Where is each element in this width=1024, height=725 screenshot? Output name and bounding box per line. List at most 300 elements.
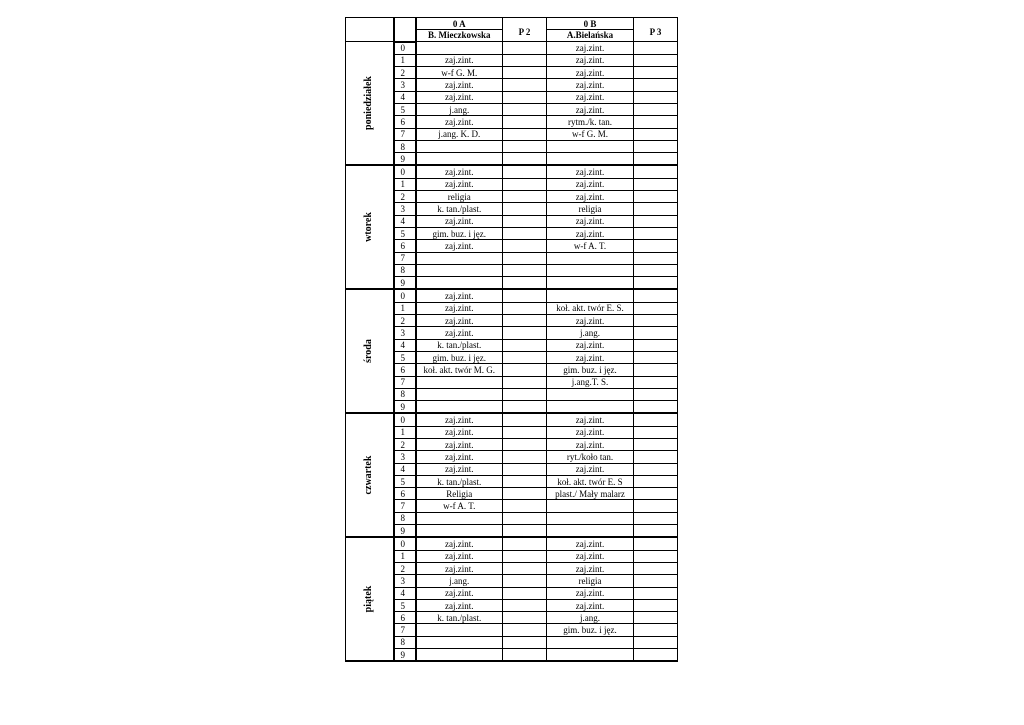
class-0a-cell: j.ang. xyxy=(416,103,503,115)
table-row xyxy=(346,413,678,426)
lesson-number: 4 xyxy=(394,587,416,599)
class-0b-cell: zaj.zint. xyxy=(547,227,634,239)
table-row xyxy=(346,649,678,662)
p3-cell xyxy=(634,500,678,512)
day-label: piątek xyxy=(363,586,375,613)
lesson-number: 4 xyxy=(394,463,416,475)
table-row xyxy=(346,439,678,451)
class-0a-cell: koł. akt. twór M. G. xyxy=(416,364,503,376)
schedule-sheet xyxy=(345,17,678,662)
p3-cell xyxy=(634,165,678,178)
table-row xyxy=(346,215,678,227)
table-row xyxy=(346,240,678,252)
p3-cell xyxy=(634,240,678,252)
lesson-number: 8 xyxy=(394,388,416,400)
p2-cell xyxy=(503,215,547,227)
table-row xyxy=(346,587,678,599)
class-0a-cell: zaj.zint. xyxy=(416,562,503,574)
table-row xyxy=(346,153,678,166)
table-row xyxy=(346,562,678,574)
lesson-number: 6 xyxy=(394,612,416,624)
class-0a-cell: w-f A. T. xyxy=(416,500,503,512)
class-0b-cell: zaj.zint. xyxy=(547,439,634,451)
p2-cell xyxy=(503,153,547,166)
p2-header: P 2 xyxy=(503,18,547,42)
p3-header: P 3 xyxy=(634,18,678,42)
p3-cell xyxy=(634,277,678,290)
p2-cell xyxy=(503,426,547,438)
p3-cell xyxy=(634,351,678,363)
lesson-number: 1 xyxy=(394,178,416,190)
table-row xyxy=(346,79,678,91)
p3-cell xyxy=(634,191,678,203)
corner-cell xyxy=(346,18,394,42)
lesson-number: 5 xyxy=(394,475,416,487)
p2-cell xyxy=(503,91,547,103)
p2-cell xyxy=(503,612,547,624)
class-0a-cell: zaj.zint. xyxy=(416,327,503,339)
p2-cell xyxy=(503,636,547,648)
p3-cell xyxy=(634,339,678,351)
lesson-number: 9 xyxy=(394,277,416,290)
class-0a-cell: zaj.zint. xyxy=(416,537,503,550)
p2-cell xyxy=(503,439,547,451)
p3-cell xyxy=(634,54,678,66)
lesson-number: 9 xyxy=(394,525,416,538)
p2-cell xyxy=(503,203,547,215)
table-row xyxy=(346,252,678,264)
lesson-number: 9 xyxy=(394,153,416,166)
p2-cell xyxy=(503,67,547,79)
table-row xyxy=(346,103,678,115)
table-row xyxy=(346,277,678,290)
class-0b-cell: j.ang. xyxy=(547,612,634,624)
class-0b-cell: j.ang.T. S. xyxy=(547,376,634,388)
p3-cell xyxy=(634,488,678,500)
lesson-number: 0 xyxy=(394,289,416,302)
lesson-number: 4 xyxy=(394,215,416,227)
lesson-number: 9 xyxy=(394,401,416,414)
table-row xyxy=(346,599,678,611)
p3-cell xyxy=(634,67,678,79)
lesson-number: 9 xyxy=(394,649,416,662)
class-0b-cell: j.ang. xyxy=(547,327,634,339)
p2-cell xyxy=(503,401,547,414)
p3-cell xyxy=(634,575,678,587)
class-0b-cell: zaj.zint. xyxy=(547,79,634,91)
p3-cell xyxy=(634,42,678,55)
lesson-number: 5 xyxy=(394,599,416,611)
lesson-number: 6 xyxy=(394,488,416,500)
lesson-number: 0 xyxy=(394,165,416,178)
class-0a-cell xyxy=(416,512,503,524)
class-0a-cell: zaj.zint. xyxy=(416,587,503,599)
p3-cell xyxy=(634,649,678,662)
class-0a-cell: zaj.zint. xyxy=(416,79,503,91)
class-0a-cell: zaj.zint. xyxy=(416,413,503,426)
p3-cell xyxy=(634,264,678,276)
day-label: poniedziałek xyxy=(363,76,375,131)
table-row xyxy=(346,315,678,327)
table-row xyxy=(346,67,678,79)
class-0b-cell xyxy=(547,649,634,662)
table-row xyxy=(346,140,678,152)
class-0b-cell: zaj.zint. xyxy=(547,426,634,438)
class-0b-cell: zaj.zint. xyxy=(547,54,634,66)
day-label-cell xyxy=(346,165,394,289)
lesson-number: 3 xyxy=(394,327,416,339)
class-0a-cell: zaj.zint. xyxy=(416,550,503,562)
class-0b-cell: zaj.zint. xyxy=(547,599,634,611)
class-0b-cell: rytm./k. tan. xyxy=(547,116,634,128)
schedule-table xyxy=(345,17,678,662)
class-0a-cell xyxy=(416,153,503,166)
lesson-number: 0 xyxy=(394,537,416,550)
table-row xyxy=(346,624,678,636)
class-0a-cell: zaj.zint. xyxy=(416,165,503,178)
class-0a-cell: zaj.zint. xyxy=(416,240,503,252)
p2-cell xyxy=(503,277,547,290)
table-row xyxy=(346,54,678,66)
table-row xyxy=(346,612,678,624)
table-row xyxy=(346,376,678,388)
class-0a-cell xyxy=(416,376,503,388)
class-0a-cell: w-f G. M. xyxy=(416,67,503,79)
class-0a-cell xyxy=(416,277,503,290)
lesson-number: 4 xyxy=(394,91,416,103)
table-row xyxy=(346,289,678,302)
p3-cell xyxy=(634,612,678,624)
p2-cell xyxy=(503,525,547,538)
table-row xyxy=(346,191,678,203)
lesson-number: 5 xyxy=(394,103,416,115)
class-0a-cell: zaj.zint. xyxy=(416,215,503,227)
p3-cell xyxy=(634,439,678,451)
class-0b-cell: religia xyxy=(547,575,634,587)
p3-cell xyxy=(634,413,678,426)
p3-cell xyxy=(634,91,678,103)
lesson-number: 3 xyxy=(394,203,416,215)
p2-cell xyxy=(503,289,547,302)
table-row xyxy=(346,351,678,363)
table-row xyxy=(346,575,678,587)
teacher-0a: B. Mieczkowska xyxy=(416,30,503,42)
class-0a-cell: zaj.zint. xyxy=(416,302,503,314)
table-row xyxy=(346,178,678,190)
class-0b-cell: zaj.zint. xyxy=(547,315,634,327)
class-0a-cell: j.ang. xyxy=(416,575,503,587)
class-0a-cell: zaj.zint. xyxy=(416,289,503,302)
table-row xyxy=(346,512,678,524)
p2-cell xyxy=(503,264,547,276)
lesson-number: 4 xyxy=(394,339,416,351)
p2-cell xyxy=(503,103,547,115)
p2-cell xyxy=(503,54,547,66)
p2-cell xyxy=(503,562,547,574)
class-0a-cell: zaj.zint. xyxy=(416,315,503,327)
p3-cell xyxy=(634,636,678,648)
class-0a-cell: religia xyxy=(416,191,503,203)
p2-cell xyxy=(503,376,547,388)
lesson-number: 3 xyxy=(394,575,416,587)
table-row xyxy=(346,388,678,400)
table-row xyxy=(346,488,678,500)
lesson-number: 7 xyxy=(394,128,416,140)
p2-cell xyxy=(503,165,547,178)
p3-cell xyxy=(634,128,678,140)
table-row xyxy=(346,636,678,648)
p2-cell xyxy=(503,227,547,239)
table-row xyxy=(346,339,678,351)
class-0b-cell: zaj.zint. xyxy=(547,178,634,190)
p2-cell xyxy=(503,327,547,339)
table-row xyxy=(346,42,678,55)
class-0a-cell xyxy=(416,252,503,264)
class-0a-cell: zaj.zint. xyxy=(416,54,503,66)
class-0b-cell: gim. buz. i jęz. xyxy=(547,624,634,636)
lesson-number-header xyxy=(394,18,416,42)
p3-cell xyxy=(634,512,678,524)
class-0b-cell: zaj.zint. xyxy=(547,463,634,475)
p3-cell xyxy=(634,302,678,314)
lesson-number: 2 xyxy=(394,439,416,451)
class-0b-cell xyxy=(547,140,634,152)
lesson-number: 8 xyxy=(394,512,416,524)
class-0a-cell xyxy=(416,525,503,538)
class-0b-cell xyxy=(547,252,634,264)
class-0a-cell: zaj.zint. xyxy=(416,463,503,475)
lesson-number: 1 xyxy=(394,426,416,438)
class-0a-cell: zaj.zint. xyxy=(416,426,503,438)
p2-cell xyxy=(503,351,547,363)
lesson-number: 1 xyxy=(394,302,416,314)
p2-cell xyxy=(503,463,547,475)
lesson-number: 7 xyxy=(394,624,416,636)
class-0a-cell: k. tan./plast. xyxy=(416,612,503,624)
p2-cell xyxy=(503,512,547,524)
p2-cell xyxy=(503,413,547,426)
class-0b-cell: zaj.zint. xyxy=(547,413,634,426)
table-row xyxy=(346,203,678,215)
table-row xyxy=(346,537,678,550)
class-0b-cell xyxy=(547,264,634,276)
p2-cell xyxy=(503,550,547,562)
lesson-number: 7 xyxy=(394,252,416,264)
p3-cell xyxy=(634,525,678,538)
p2-cell xyxy=(503,575,547,587)
table-row xyxy=(346,364,678,376)
class-0a-cell: gim. buz. i jęz. xyxy=(416,227,503,239)
p3-cell xyxy=(634,140,678,152)
p3-cell xyxy=(634,624,678,636)
class-0b-cell: zaj.zint. xyxy=(547,191,634,203)
p3-cell xyxy=(634,252,678,264)
table-row xyxy=(346,451,678,463)
class-0b-cell xyxy=(547,289,634,302)
table-row xyxy=(346,525,678,538)
lesson-number: 7 xyxy=(394,376,416,388)
class-0a-cell: k. tan./plast. xyxy=(416,203,503,215)
class-0b-cell: zaj.zint. xyxy=(547,215,634,227)
class-0a-cell: zaj.zint. xyxy=(416,116,503,128)
class-0b-cell xyxy=(547,636,634,648)
p2-cell xyxy=(503,624,547,636)
class-0b-cell xyxy=(547,525,634,538)
p3-cell xyxy=(634,203,678,215)
lesson-number: 2 xyxy=(394,562,416,574)
class-0b-cell: religia xyxy=(547,203,634,215)
p3-cell xyxy=(634,315,678,327)
class-0b-cell: koł. akt. twór E. S. xyxy=(547,302,634,314)
class-0b-cell: w-f G. M. xyxy=(547,128,634,140)
table-row xyxy=(346,401,678,414)
class-0a-cell: zaj.zint. xyxy=(416,599,503,611)
table-row xyxy=(346,550,678,562)
class-0a-cell xyxy=(416,401,503,414)
p3-cell xyxy=(634,537,678,550)
p2-cell xyxy=(503,475,547,487)
table-row xyxy=(346,302,678,314)
class-0b-header: 0 B xyxy=(547,18,634,30)
p3-cell xyxy=(634,178,678,190)
lesson-number: 8 xyxy=(394,140,416,152)
p2-cell xyxy=(503,388,547,400)
lesson-number: 6 xyxy=(394,240,416,252)
table-row xyxy=(346,116,678,128)
class-0a-cell xyxy=(416,140,503,152)
p2-cell xyxy=(503,364,547,376)
p3-cell xyxy=(634,587,678,599)
lesson-number: 8 xyxy=(394,636,416,648)
teacher-0b: A.Bielańska xyxy=(547,30,634,42)
p2-cell xyxy=(503,315,547,327)
p3-cell xyxy=(634,103,678,115)
class-0b-cell: koł. akt. twór E. S xyxy=(547,475,634,487)
p3-cell xyxy=(634,451,678,463)
class-0b-cell: zaj.zint. xyxy=(547,587,634,599)
p3-cell xyxy=(634,550,678,562)
table-row xyxy=(346,475,678,487)
day-label-cell xyxy=(346,42,394,166)
class-0b-cell xyxy=(547,500,634,512)
day-label-cell xyxy=(346,413,394,537)
lesson-number: 0 xyxy=(394,42,416,55)
class-0a-cell xyxy=(416,636,503,648)
table-row xyxy=(346,264,678,276)
class-0a-cell: k. tan./plast. xyxy=(416,475,503,487)
class-0a-cell: k. tan./plast. xyxy=(416,339,503,351)
p2-cell xyxy=(503,649,547,662)
day-label: czwartek xyxy=(363,455,375,495)
p3-cell xyxy=(634,79,678,91)
class-0a-cell: gim. buz. i jęz. xyxy=(416,351,503,363)
table-row xyxy=(346,463,678,475)
p3-cell xyxy=(634,475,678,487)
lesson-number: 2 xyxy=(394,191,416,203)
p2-cell xyxy=(503,79,547,91)
class-0b-cell: gim. buz. i jęz. xyxy=(547,364,634,376)
p2-cell xyxy=(503,252,547,264)
lesson-number: 2 xyxy=(394,315,416,327)
p2-cell xyxy=(503,599,547,611)
p3-cell xyxy=(634,289,678,302)
p2-cell xyxy=(503,128,547,140)
class-0a-cell xyxy=(416,264,503,276)
class-0a-cell: Religia xyxy=(416,488,503,500)
p3-cell xyxy=(634,426,678,438)
p2-cell xyxy=(503,537,547,550)
p3-cell xyxy=(634,376,678,388)
lesson-number: 3 xyxy=(394,79,416,91)
table-row xyxy=(346,128,678,140)
table-row xyxy=(346,500,678,512)
p2-cell xyxy=(503,191,547,203)
class-0b-cell: zaj.zint. xyxy=(547,562,634,574)
lesson-number: 6 xyxy=(394,364,416,376)
lesson-number: 6 xyxy=(394,116,416,128)
class-0b-cell: zaj.zint. xyxy=(547,91,634,103)
day-label: środa xyxy=(363,339,375,364)
class-0b-cell xyxy=(547,153,634,166)
lesson-number: 5 xyxy=(394,227,416,239)
class-0b-cell xyxy=(547,277,634,290)
day-label-cell xyxy=(346,537,394,661)
p2-cell xyxy=(503,488,547,500)
lesson-number: 5 xyxy=(394,351,416,363)
class-0b-cell: plast./ Mały malarz xyxy=(547,488,634,500)
day-label-cell xyxy=(346,289,394,413)
lesson-number: 1 xyxy=(394,54,416,66)
p3-cell xyxy=(634,116,678,128)
p2-cell xyxy=(503,42,547,55)
p2-cell xyxy=(503,339,547,351)
class-0a-cell: zaj.zint. xyxy=(416,451,503,463)
table-row xyxy=(346,426,678,438)
class-0b-cell xyxy=(547,512,634,524)
lesson-number: 1 xyxy=(394,550,416,562)
class-0b-cell xyxy=(547,401,634,414)
class-0a-cell: zaj.zint. xyxy=(416,439,503,451)
p3-cell xyxy=(634,388,678,400)
class-0a-cell: j.ang. K. D. xyxy=(416,128,503,140)
p3-cell xyxy=(634,562,678,574)
class-0a-cell xyxy=(416,624,503,636)
p2-cell xyxy=(503,240,547,252)
class-0a-cell xyxy=(416,649,503,662)
p2-cell xyxy=(503,451,547,463)
class-0b-cell: zaj.zint. xyxy=(547,550,634,562)
class-0a-header: 0 A xyxy=(416,18,503,30)
table-row xyxy=(346,227,678,239)
p2-cell xyxy=(503,116,547,128)
p3-cell xyxy=(634,364,678,376)
class-0a-cell: zaj.zint. xyxy=(416,178,503,190)
class-0b-cell: zaj.zint. xyxy=(547,67,634,79)
p3-cell xyxy=(634,327,678,339)
class-0a-cell: zaj.zint. xyxy=(416,91,503,103)
table-row xyxy=(346,327,678,339)
p3-cell xyxy=(634,401,678,414)
lesson-number: 8 xyxy=(394,264,416,276)
class-0b-cell: zaj.zint. xyxy=(547,42,634,55)
table-row xyxy=(346,165,678,178)
day-label: wtorek xyxy=(363,212,375,243)
p2-cell xyxy=(503,500,547,512)
lesson-number: 7 xyxy=(394,500,416,512)
class-0b-cell: w-f A. T. xyxy=(547,240,634,252)
p3-cell xyxy=(634,215,678,227)
lesson-number: 2 xyxy=(394,67,416,79)
